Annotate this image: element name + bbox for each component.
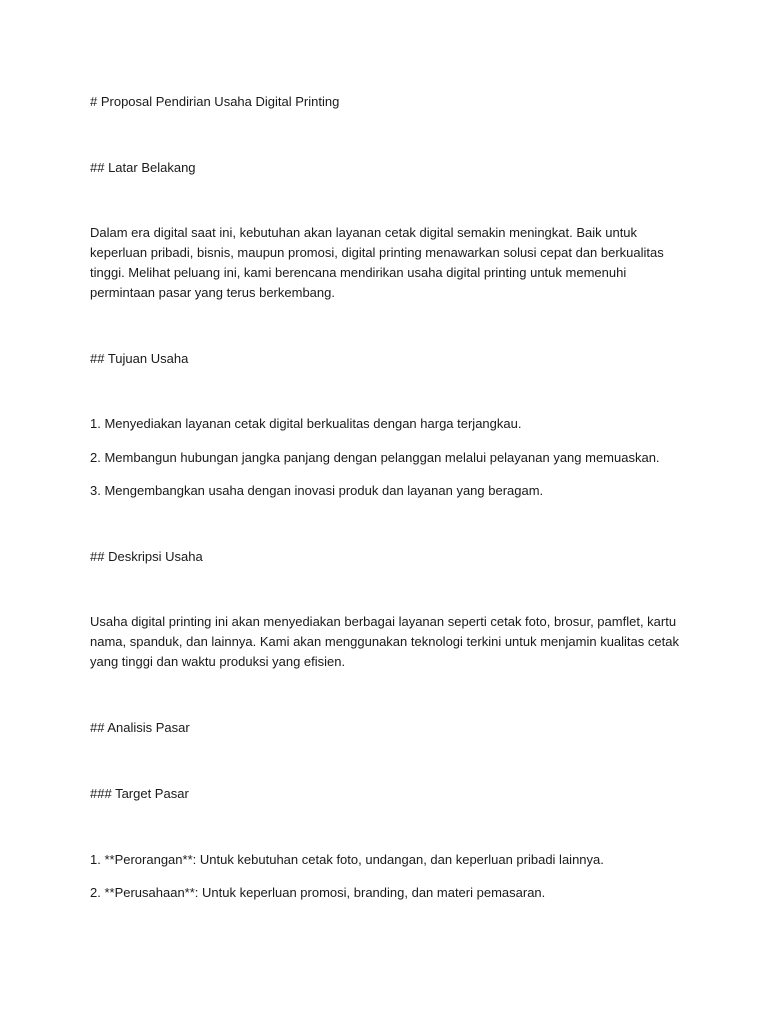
section-heading-deskripsi-usaha: ## Deskripsi Usaha [90,549,203,564]
latar-belakang-paragraph: Dalam era digital saat ini, kebutuhan akan layanan cetak digital semakin meningkat. Baik untuk keperluan pribadi, bisnis, maupun promosi, digital printing menawarkan solusi cepat dan berkualitas tinggi. Melihat peluang ini, kami berencana mendirikan usaha digital printing untuk memenuhi permintaan pasar yang terus berkembang. [90,225,664,300]
target-list-item: 1. **Perorangan**: Untuk kebutuhan cetak foto, undangan, dan keperluan pribadi lainnya. [90,852,604,867]
section-heading-tujuan-usaha: ## Tujuan Usaha [90,351,189,366]
section-heading-latar-belakang: ## Latar Belakang [90,160,196,175]
section-heading-analisis-pasar: ## Analisis Pasar [90,720,190,735]
deskripsi-usaha-paragraph: Usaha digital printing ini akan menyediakan berbagai layanan seperti cetak foto, brosur, pamflet, kartu nama, spanduk, dan lainnya. Kami akan menggunakan teknologi terkini untuk menjamin kualitas cetak yang tinggi dan waktu produksi yang efisien. [90,614,679,669]
target-list-item: 2. **Perusahaan**: Untuk keperluan promosi, branding, dan materi pemasaran. [90,885,546,900]
subsection-heading-target-pasar: ### Target Pasar [90,786,189,801]
tujuan-list-item: 2. Membangun hubungan jangka panjang dengan pelanggan melalui pelayanan yang memuaskan. [90,450,660,465]
tujuan-list-item: 1. Menyediakan layanan cetak digital berkualitas dengan harga terjangkau. [90,416,522,431]
document-title: # Proposal Pendirian Usaha Digital Printing [90,94,340,109]
tujuan-list-item: 3. Mengembangkan usaha dengan inovasi produk dan layanan yang beragam. [90,483,544,498]
